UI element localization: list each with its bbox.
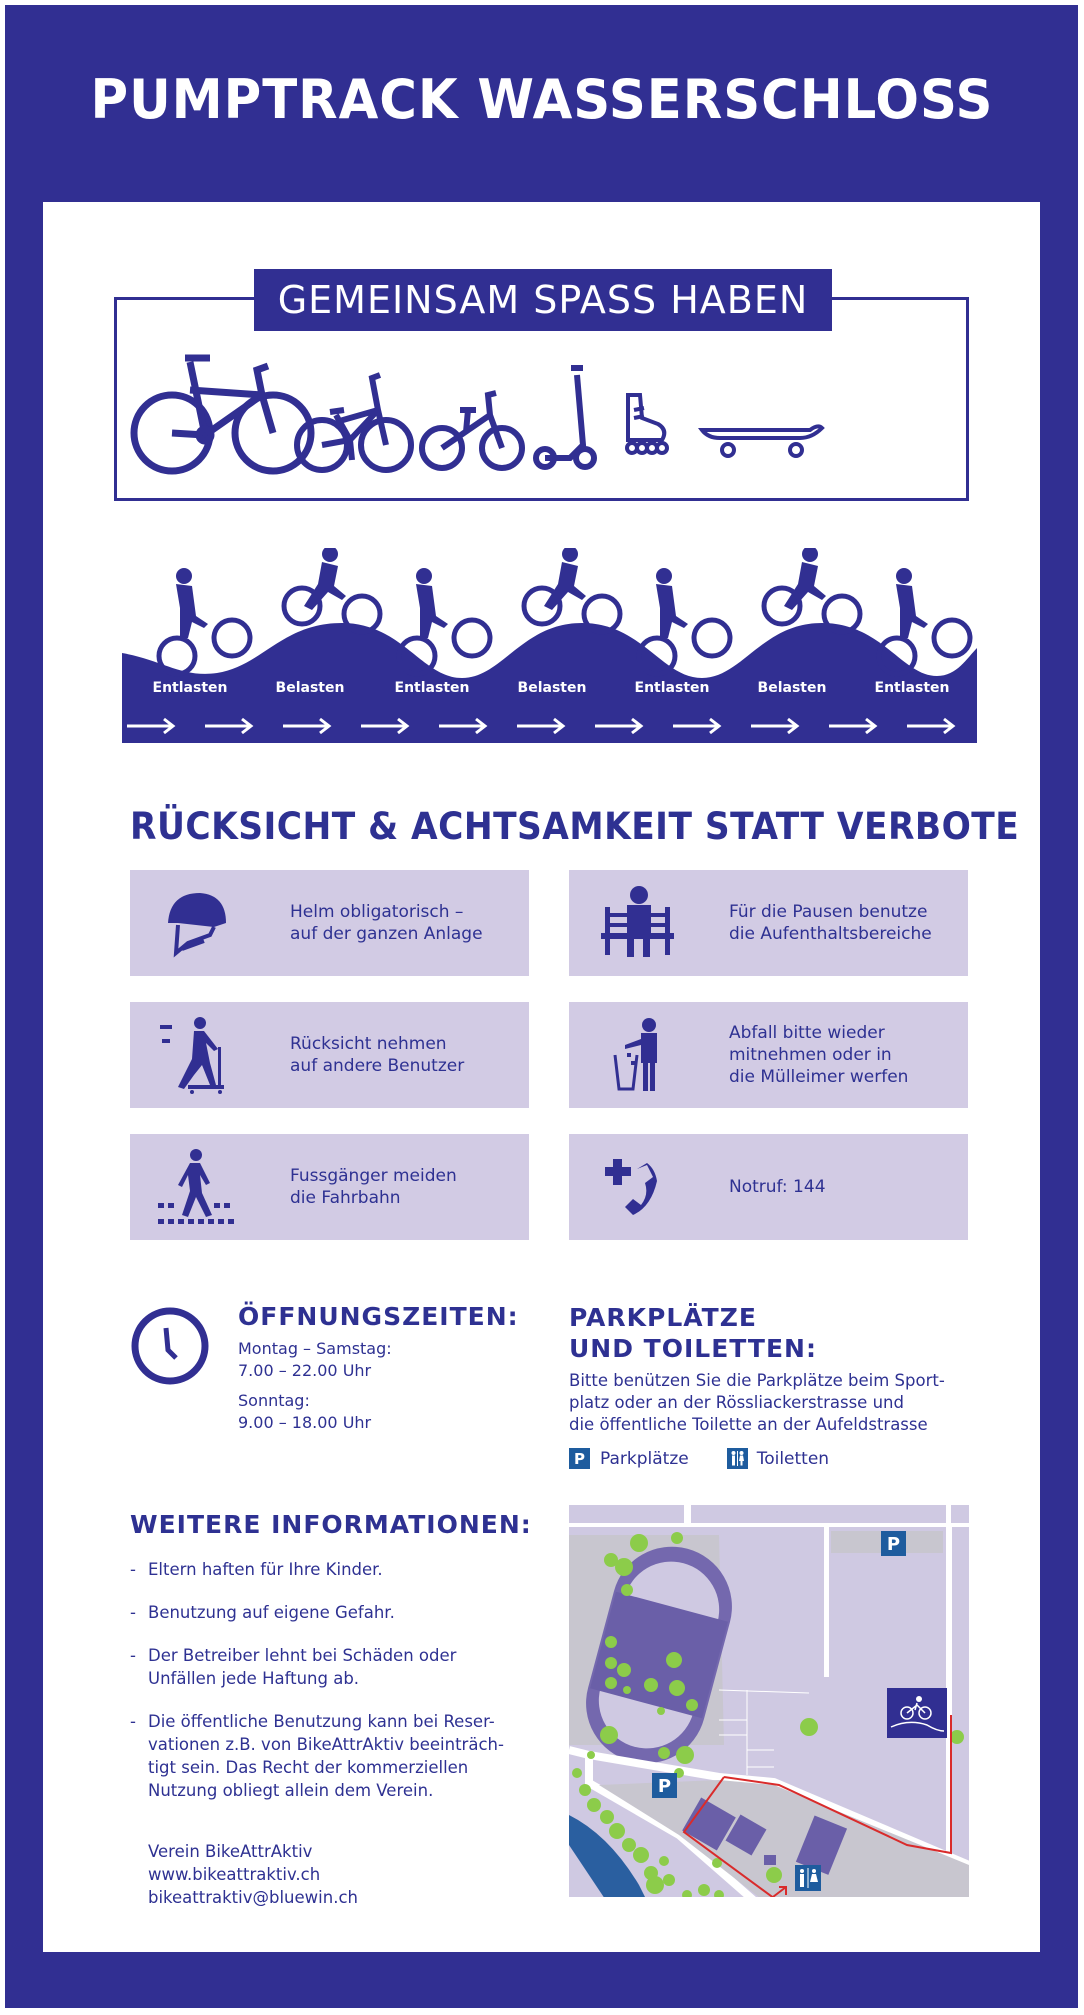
info-item: - Der Betreiber lehnt bei Schäden oder Unfällen jede Haftung ab. — [130, 1646, 457, 1688]
svg-text:P: P — [886, 1534, 901, 1555]
emergency-phone-icon — [597, 1147, 677, 1227]
email-link[interactable]: bikeattraktiv@bluewin.ch — [148, 1888, 358, 1907]
weekday-time: 7.00 – 22.00 Uhr — [238, 1361, 372, 1380]
parking-text: Bitte benützen Sie die Parkplätze beim Sport- platz oder an der Rössliackerstrasse und die öffentliche Toilette an der Aufeldstrasse — [569, 1371, 945, 1434]
mountain-bike-icon — [134, 358, 311, 471]
map-legend — [569, 1448, 829, 1469]
rule-card-pedestrians — [130, 1134, 529, 1240]
info-title: WEITERE INFORMATIONEN: — [130, 1510, 532, 1539]
weekday-label: Montag – Samstag: — [238, 1339, 392, 1358]
skateboard-icon — [702, 426, 822, 456]
rule-text: Rücksicht nehmen auf andere Benutzer — [290, 1034, 465, 1076]
pedestrian-icon — [158, 1147, 238, 1227]
website-link[interactable]: www.bikeattraktiv.ch — [148, 1865, 321, 1884]
kick-scooter-icon — [536, 368, 594, 467]
pumptrack-diagram — [122, 548, 977, 743]
track-label: Entlasten — [394, 680, 470, 696]
rule-card-helmet — [130, 870, 529, 976]
track-label: Belasten — [275, 680, 345, 696]
map-parking-marker-north — [881, 1531, 906, 1556]
rule-text: Notruf: 144 — [729, 1177, 826, 1197]
rider-icon — [524, 548, 620, 632]
sunday-time: 9.00 – 18.00 Uhr — [238, 1413, 372, 1432]
page-title: PUMPTRACK WASSERSCHLOSS — [90, 68, 994, 131]
bmx-bike-icon — [297, 375, 411, 470]
fun-label: GEMEINSAM SPASS HABEN — [254, 269, 832, 331]
clock-icon — [130, 1306, 210, 1386]
rule-card-emergency — [569, 1134, 968, 1240]
info-item: - Benutzung auf eigene Gefahr. — [130, 1603, 395, 1622]
legend-parking-label: Parkplätze — [600, 1448, 689, 1469]
svg-text:P: P — [657, 1776, 672, 1797]
balance-bike-icon — [422, 393, 522, 468]
parking-icon: P — [569, 1448, 590, 1469]
rule-text: Abfall bitte wieder mitnehmen oder in die Mülleimer werfen — [729, 1023, 909, 1087]
hours-title: ÖFFNUNGSZEITEN: — [238, 1302, 519, 1331]
contact-block — [148, 1840, 358, 1909]
track-labels — [122, 680, 977, 704]
helmet-icon — [158, 883, 238, 963]
scooter-rider-icon — [158, 1015, 238, 1095]
rider-icon — [764, 548, 860, 632]
site-map — [569, 1505, 969, 1905]
info-item: - Die öffentliche Benutzung kann bei Reser- vationen z.B. von BikeAttrAktiv beeinträch- tigt sein. Das Recht der kommerziellen Nutzung obliegt allein dem Verein. — [130, 1712, 504, 1800]
info-list — [130, 1558, 530, 1822]
litter-bin-icon — [597, 1015, 677, 1095]
vehicles-row — [130, 350, 950, 480]
track-label: Entlasten — [152, 680, 228, 696]
rider-icon — [284, 548, 380, 632]
rule-text: Für die Pausen benutze die Aufenthaltsbereiche — [729, 902, 932, 944]
track-label: Entlasten — [874, 680, 950, 696]
bench-rest-icon — [597, 883, 677, 963]
inline-skate-icon — [627, 395, 667, 453]
parking-title: PARKPLÄTZE UND TOILETTEN: — [569, 1303, 817, 1363]
rider-icon — [159, 568, 250, 674]
rule-card-litter — [569, 1002, 968, 1108]
pumptrack-location-marker — [887, 1688, 947, 1738]
track-label: Entlasten — [634, 680, 710, 696]
map-toilet-marker — [795, 1865, 821, 1891]
toilet-icon — [727, 1448, 748, 1469]
sunday-label: Sonntag: — [238, 1391, 310, 1410]
rule-text: Fussgänger meiden die Fahrbahn — [290, 1166, 457, 1208]
rule-card-consideration — [130, 1002, 529, 1108]
rule-card-rest-area — [569, 870, 968, 976]
track-label: Belasten — [517, 680, 587, 696]
rules-title: RÜCKSICHT & ACHTSAMKEIT STATT VERBOTE — [130, 805, 1020, 848]
track-label: Belasten — [757, 680, 827, 696]
info-item: - Eltern haften für Ihre Kinder. — [130, 1560, 383, 1579]
hours-text — [238, 1338, 392, 1434]
legend-toilets-label: Toiletten — [756, 1448, 830, 1469]
org-name: Verein BikeAttrAktiv — [148, 1842, 313, 1861]
map-parking-marker-west — [652, 1773, 677, 1798]
rule-text: Helm obligatorisch – auf der ganzen Anlage — [290, 902, 483, 944]
